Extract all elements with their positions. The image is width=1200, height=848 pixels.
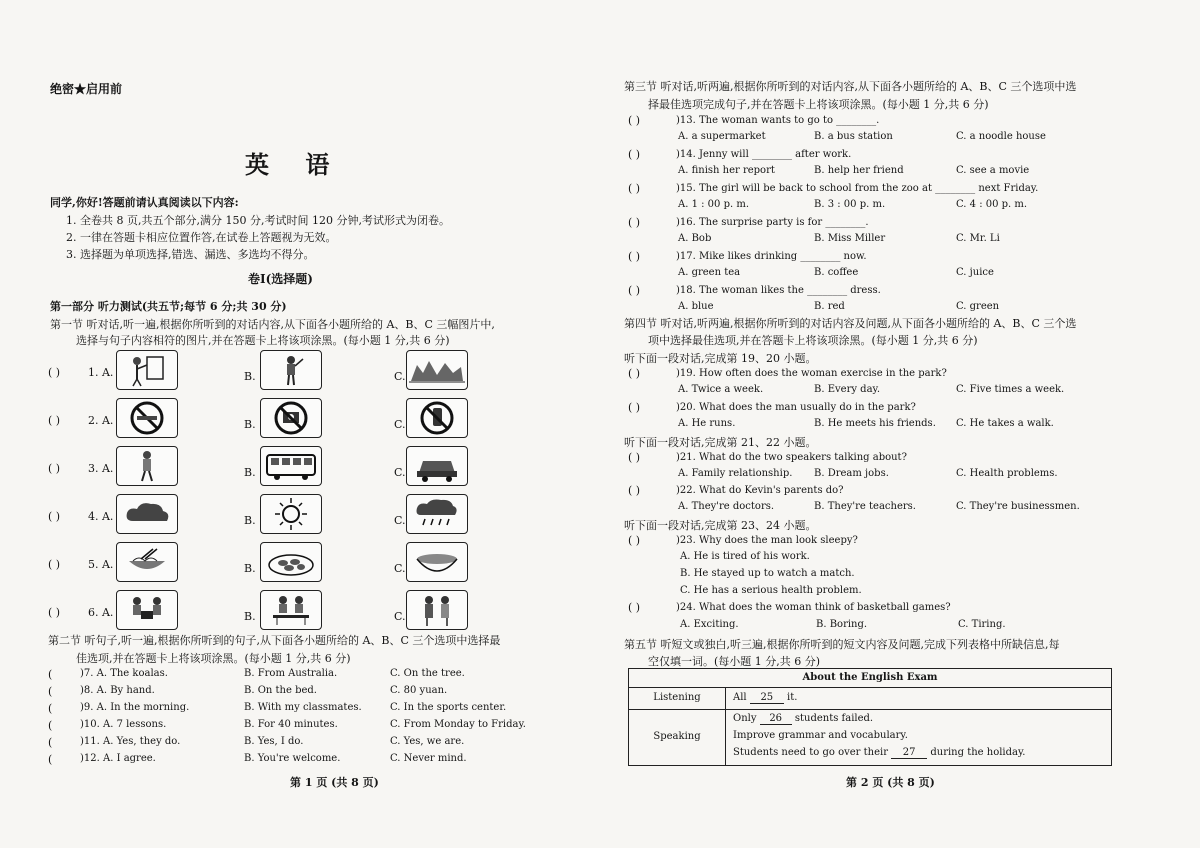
option-c: C. They're businessmen. [956, 501, 1080, 512]
option-c-label: C. [394, 562, 406, 575]
question-23: )23. Why does the man look sleepy? [676, 535, 858, 546]
speaking-line-2: Improve grammar and vocabulary. [733, 730, 908, 741]
exam-title: 英 语 [245, 150, 344, 179]
option-b: B. a bus station [814, 131, 893, 142]
option-c-label: C. [394, 610, 406, 623]
option-c: C. a noodle house [956, 131, 1046, 142]
page-2 [620, 0, 1120, 848]
sec1-instruction-2: 选择与句子内容相符的图片,并在答题卡上将该项涂黑。(每小题 1 分,共 6 分) [76, 334, 450, 347]
option-c-label: C. [394, 514, 406, 527]
lead-23-24: 听下面一段对话,完成第 23、24 小题。 [624, 519, 817, 532]
option-b: B. Miss Miller [814, 233, 886, 244]
answer-paren: ( ) [48, 414, 61, 427]
option-a: A. They're doctors. [678, 501, 775, 512]
question-10: )10. A. 7 lessons. [80, 719, 167, 730]
lead-21-22: 听下面一段对话,完成第 21、22 小题。 [624, 436, 817, 449]
option-c: C. 4 : 00 p. m. [956, 199, 1028, 210]
sec3-instruction-1: 第三节 听对话,听两遍,根据你所听到的对话内容,从下面各小题所给的 A、B、C 三个选项中选 [624, 80, 1077, 93]
q24-option-c: C. Tiring. [958, 619, 1006, 630]
answer-paren: ( ) [48, 366, 61, 379]
option-a-label: 6. A. [88, 606, 114, 619]
answer-paren: ( ) [628, 250, 641, 263]
question-20: )20. What does the man usually do in the park? [676, 402, 916, 413]
listening-cell [733, 692, 797, 704]
q23-option-a: A. He is tired of his work. [680, 551, 810, 562]
question-8: )8. A. By hand. [80, 685, 155, 696]
question-24: )24. What does the woman think of basketball games? [676, 602, 951, 613]
question-12: )12. A. I agree. [80, 753, 156, 764]
question-11: )11. A. Yes, they do. [80, 736, 181, 747]
option-b: B. help her friend [814, 165, 904, 176]
option-a-label: 5. A. [88, 558, 114, 571]
no-camera-icon[interactable] [260, 398, 322, 438]
answer-paren: ( ) [628, 114, 641, 127]
option-c: C. Yes, we are. [390, 736, 465, 747]
question-17: )17. Mike likes drinking ________ now. [676, 251, 867, 262]
answer-paren: ( ) [628, 148, 641, 161]
sports-boy-icon[interactable] [260, 350, 322, 390]
q23-option-b: B. He stayed up to watch a match. [680, 568, 855, 579]
walking-boy-icon[interactable] [116, 446, 178, 486]
option-b: B. They're teachers. [814, 501, 916, 512]
option-b-label: B. [244, 370, 256, 383]
sec2-instruction-2: 佳选项,并在答题卡上将该项涂黑。(每小题 1 分,共 6 分) [76, 652, 351, 665]
option-c: C. Five times a week. [956, 384, 1065, 395]
rule-3: 3. 选择题为单项选择,错选、漏选、多选均不得分。 [66, 248, 315, 261]
reading-icon[interactable] [116, 590, 178, 630]
option-a-label: 4. A. [88, 510, 114, 523]
option-c: C. On the tree. [390, 668, 465, 679]
option-c: C. juice [956, 267, 994, 278]
cell-text: Only [733, 713, 757, 724]
couple-icon[interactable] [406, 590, 468, 630]
answer-paren: ( ) [628, 182, 641, 195]
sec5-instruction-1: 第五节 听短文或独白,听三遍,根据你所听到的短文内容及问题,完成下列表格中所缺信息,每 [624, 638, 1060, 651]
answer-paren: ( ) [628, 216, 641, 229]
answer-paren: ( ) [628, 534, 641, 547]
option-b-label: B. [244, 514, 256, 527]
option-c-label: C. [394, 370, 406, 383]
option-b: B. You're welcome. [244, 753, 341, 764]
answer-paren: ( ) [48, 606, 61, 619]
table-header: About the English Exam [629, 669, 1111, 688]
cell-text: during the holiday. [930, 747, 1026, 758]
question-13: )13. The woman wants to go to ________. [676, 115, 880, 126]
answer-paren: ( [48, 702, 53, 715]
option-c: C. 80 yuan. [390, 685, 448, 696]
listening-label: Listening [629, 687, 726, 709]
question-18: )18. The woman likes the ________ dress. [676, 285, 881, 296]
speaking-line-3 [733, 747, 1025, 759]
part1-heading: 第一部分 听力测试(共五节;每节 6 分;共 30 分) [50, 300, 287, 313]
answer-paren: ( [48, 736, 53, 749]
option-b: B. 3 : 00 p. m. [814, 199, 886, 210]
answer-paren: ( [48, 753, 53, 766]
speaking-label: Speaking [629, 709, 726, 765]
bus-icon[interactable] [260, 446, 322, 486]
option-c-label: C. [394, 466, 406, 479]
intro-text: 同学,你好!答题前请认真阅读以下内容: [50, 196, 239, 209]
page-1-footer: 第 1 页 (共 8 页) [290, 776, 379, 789]
cell-text: it. [787, 692, 798, 703]
option-b: B. With my classmates. [244, 702, 362, 713]
option-b-label: B. [244, 610, 256, 623]
rainy-icon[interactable] [406, 494, 468, 534]
option-a: A. blue [678, 301, 714, 312]
option-c: C. see a movie [956, 165, 1030, 176]
car-icon[interactable] [406, 446, 468, 486]
option-c: C. green [956, 301, 1000, 312]
answer-paren: ( ) [48, 510, 61, 523]
option-b-label: B. [244, 418, 256, 431]
answer-paren: ( ) [628, 451, 641, 464]
answer-paren: ( [48, 719, 53, 732]
cityscape-icon[interactable] [406, 350, 468, 390]
table-row-listening [629, 687, 1111, 710]
option-a-label: 2. A. [88, 414, 114, 427]
answer-paren: ( ) [48, 558, 61, 571]
answer-paren: ( ) [628, 367, 641, 380]
question-9: )9. A. In the morning. [80, 702, 190, 713]
family-dinner-icon[interactable] [260, 590, 322, 630]
option-c: C. Health problems. [956, 468, 1058, 479]
sec2-instruction-1: 第二节 听句子,听一遍,根据你所听到的句子,从下面各小题所给的 A、B、C 三个选项中选择最 [48, 634, 501, 647]
blank-25: 25 [750, 692, 784, 704]
cell-text: Students need to go over their [733, 747, 888, 758]
sec5-instruction-2: 空仅填一词。(每小题 1 分,共 6 分) [648, 655, 821, 668]
question-22: )22. What do Kevin's parents do? [676, 485, 844, 496]
sunny-icon[interactable] [260, 494, 322, 534]
option-a: A. He runs. [678, 418, 736, 429]
option-c: C. Mr. Li [956, 233, 1000, 244]
speaking-line-1 [733, 713, 873, 725]
question-14: )14. Jenny will ________ after work. [676, 149, 852, 160]
question-16: )16. The surprise party is for ________. [676, 217, 869, 228]
option-a: A. finish her report [678, 165, 775, 176]
option-b: B. From Australia. [244, 668, 338, 679]
noodles-icon[interactable] [116, 542, 178, 582]
bowl-icon[interactable] [406, 542, 468, 582]
option-c: C. From Monday to Friday. [390, 719, 526, 730]
answer-paren: ( ) [48, 462, 61, 475]
option-a: A. green tea [678, 267, 741, 278]
option-c: C. In the sports center. [390, 702, 507, 713]
option-b: B. He meets his friends. [814, 418, 936, 429]
option-a: A. Family relationship. [678, 468, 793, 479]
answer-paren: ( ) [628, 401, 641, 414]
option-a: A. Twice a week. [678, 384, 764, 395]
rule-1: 1. 全卷共 8 页,共五个部分,满分 150 分,考试时间 120 分钟,考试形式为闭卷。 [66, 214, 450, 227]
q23-option-c: C. He has a serious health problem. [680, 585, 862, 596]
option-a-label: 1. A. [88, 366, 114, 379]
option-c: C. Never mind. [390, 753, 467, 764]
confidential-mark: 绝密★启用前 [50, 82, 123, 96]
answer-paren: ( ) [628, 284, 641, 297]
option-b: B. red [814, 301, 845, 312]
question-7: )7. A. The koalas. [80, 668, 168, 679]
option-c-label: C. [394, 418, 406, 431]
blank-27: 27 [891, 747, 927, 759]
rule-2: 2. 一律在答题卡相应位置作答,在试卷上答题视为无效。 [66, 231, 337, 244]
question-21: )21. What do the two speakers talking about? [676, 452, 907, 463]
option-b: B. On the bed. [244, 685, 317, 696]
q24-option-a: A. Exciting. [680, 619, 739, 630]
cell-text: students failed. [794, 713, 874, 724]
option-b-label: B. [244, 466, 256, 479]
page-2-footer: 第 2 页 (共 8 页) [846, 776, 935, 789]
sec1-instruction-1: 第一节 听对话,听一遍,根据你所听到的对话内容,从下面各小题所给的 A、B、C 三幅图片中, [50, 318, 495, 331]
sec4-instruction-2: 项中选择最佳选项,并在答题卡上将该项涂黑。(每小题 1 分,共 6 分) [648, 334, 978, 347]
option-b: B. Yes, I do. [244, 736, 304, 747]
answer-paren: ( ) [628, 601, 641, 614]
volume-heading: 卷Ⅰ(选择题) [248, 272, 313, 286]
option-a: A. Bob [678, 233, 712, 244]
exam-info-table [628, 668, 1112, 766]
question-15: )15. The girl will be back to school from the zoo at ________ next Friday. [676, 183, 1039, 194]
dumplings-icon[interactable] [260, 542, 322, 582]
option-b: B. For 40 minutes. [244, 719, 338, 730]
option-a-label: 3. A. [88, 462, 114, 475]
answer-paren: ( [48, 685, 53, 698]
no-smoking-icon[interactable] [116, 398, 178, 438]
option-c: C. He takes a walk. [956, 418, 1054, 429]
option-b: B. Every day. [814, 384, 881, 395]
painter-icon[interactable] [116, 350, 178, 390]
sec3-instruction-2: 择最佳选项完成句子,并在答题卡上将该项涂黑。(每小题 1 分,共 6 分) [648, 98, 989, 111]
cloudy-icon[interactable] [116, 494, 178, 534]
sec4-instruction-1: 第四节 听对话,听两遍,根据你所听到的对话内容及问题,从下面各小题所给的 A、B、C 三个选 [624, 317, 1077, 330]
option-b-label: B. [244, 562, 256, 575]
option-a: A. a supermarket [678, 131, 766, 142]
page-1 [40, 0, 580, 848]
option-b: B. Dream jobs. [814, 468, 889, 479]
q24-option-b: B. Boring. [816, 619, 868, 630]
answer-paren: ( [48, 668, 53, 681]
option-a: A. 1 : 00 p. m. [678, 199, 749, 210]
blank-26: 26 [760, 713, 792, 725]
option-b: B. coffee [814, 267, 859, 278]
answer-paren: ( ) [628, 484, 641, 497]
question-19: )19. How often does the woman exercise in the park? [676, 368, 947, 379]
cell-text: All [733, 692, 747, 703]
no-phone-icon[interactable] [406, 398, 468, 438]
lead-19-20: 听下面一段对话,完成第 19、20 小题。 [624, 352, 817, 365]
